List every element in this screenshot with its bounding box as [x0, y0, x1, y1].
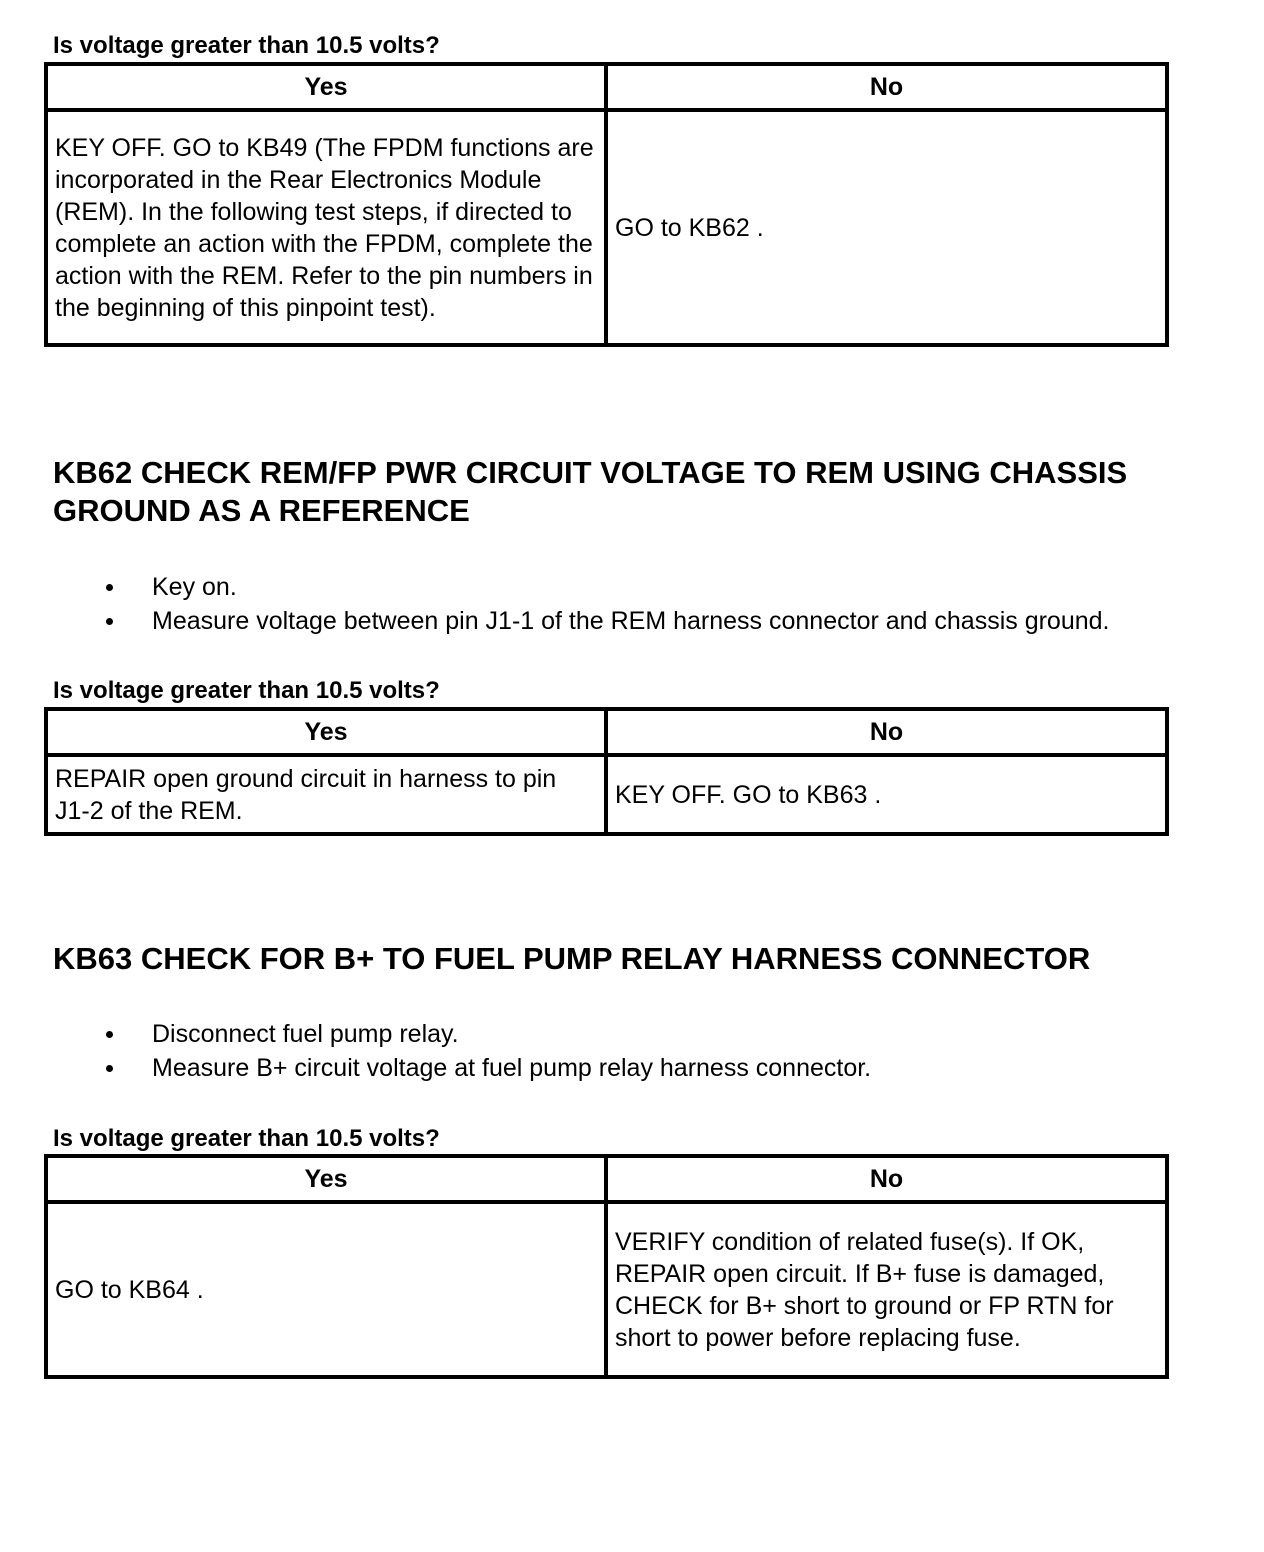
question-2: Is voltage greater than 10.5 volts?	[53, 677, 440, 704]
step-list-kb62	[53, 570, 1253, 638]
result-table-3	[44, 1154, 1169, 1379]
bullet-icon	[106, 1031, 113, 1038]
question-3: Is voltage greater than 10.5 volts?	[53, 1125, 440, 1152]
no-header: No	[606, 1156, 1167, 1202]
table-header-row	[46, 1156, 1167, 1202]
no-cell: VERIFY condition of related fuse(s). If OK, REPAIR open circuit. If B+ fuse is damaged, CHECK for B+ short to ground or FP RTN for short to power before replacing fuse.	[606, 1202, 1167, 1377]
table-row	[46, 1202, 1167, 1377]
list-item	[53, 570, 1253, 604]
bullet-icon	[106, 618, 113, 625]
table-row	[46, 110, 1167, 345]
yes-cell: GO to KB64 .	[46, 1202, 606, 1377]
yes-header: Yes	[46, 64, 606, 110]
table-header-row	[46, 709, 1167, 755]
list-item	[53, 1051, 1253, 1085]
yes-header: Yes	[46, 709, 606, 755]
list-item	[53, 604, 1253, 638]
result-table-2	[44, 707, 1169, 836]
table-header-row	[46, 64, 1167, 110]
no-header: No	[606, 64, 1167, 110]
step-text: Disconnect fuel pump relay.	[152, 1020, 459, 1048]
bullet-icon	[106, 1065, 113, 1072]
bullet-icon	[106, 584, 113, 591]
yes-cell: KEY OFF. GO to KB49 (The FPDM functions are incorporated in the Rear Electronics Module (REM). In the following test steps, if directed to complete an action with the FPDM, complete the action with the REM. Refer to the pin numbers in the beginning of this pinpoint test).	[46, 110, 606, 345]
table-row	[46, 755, 1167, 834]
no-cell: KEY OFF. GO to KB63 .	[606, 755, 1167, 834]
list-item	[53, 1017, 1253, 1051]
section-heading-kb62: KB62 CHECK REM/FP PWR CIRCUIT VOLTAGE TO REM USING CHASSIS GROUND AS A REFERENCE	[53, 455, 1128, 528]
result-table-1	[44, 62, 1169, 347]
yes-header: Yes	[46, 1156, 606, 1202]
step-text: Measure voltage between pin J1-1 of the REM harness connector and chassis ground.	[152, 607, 1110, 635]
step-list-kb63	[53, 1017, 1253, 1085]
question-1: Is voltage greater than 10.5 volts?	[53, 32, 440, 59]
step-text: Measure B+ circuit voltage at fuel pump relay harness connector.	[152, 1054, 872, 1082]
section-heading-kb63: KB63 CHECK FOR B+ TO FUEL PUMP RELAY HARNESS CONNECTOR	[53, 941, 1091, 976]
step-text: Key on.	[152, 573, 237, 601]
no-header: No	[606, 709, 1167, 755]
yes-cell: REPAIR open ground circuit in harness to pin J1-2 of the REM.	[46, 755, 606, 834]
no-cell: GO to KB62 .	[606, 110, 1167, 345]
